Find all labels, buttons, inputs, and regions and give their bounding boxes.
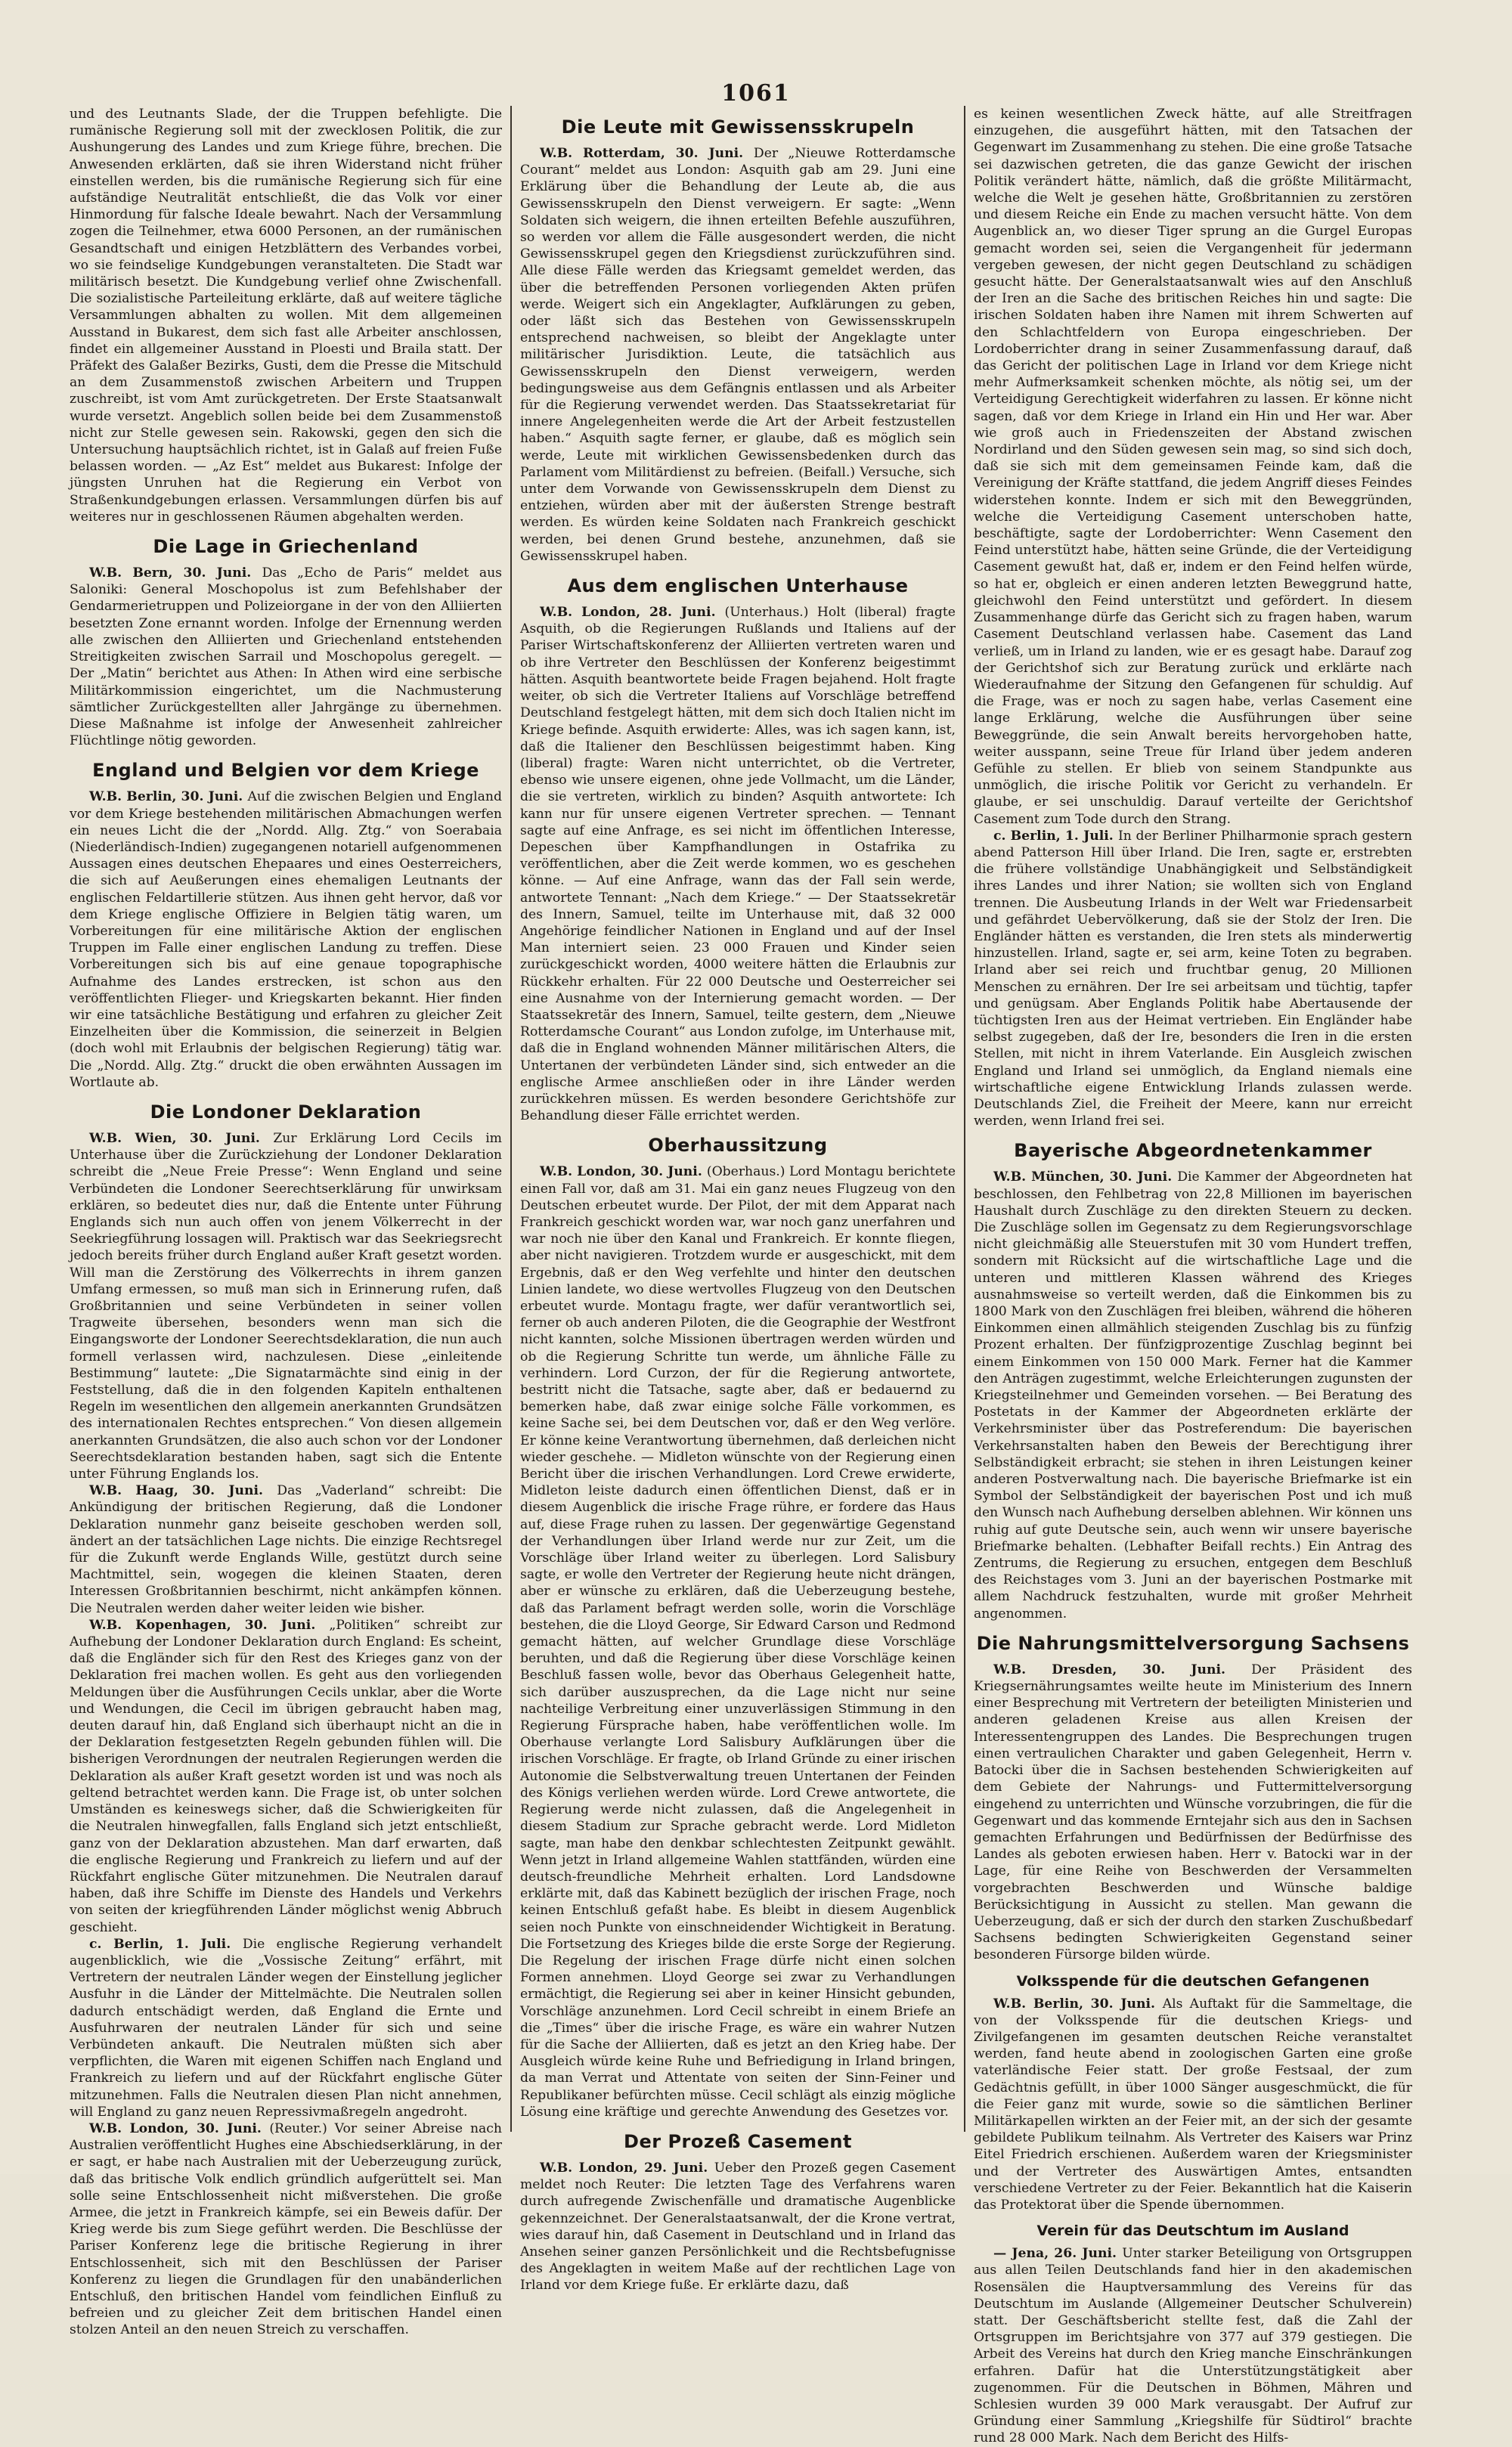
article-headline: Die Nahrungsmittelversorgung Sachsens [976,1632,1410,1654]
article-headline: Bayerische Abgeordnetenkammer [1014,1140,1372,1162]
paragraph-text: Ueber den Prozeß gegen Casement meldet noch Reuter: Die letzten Tage des Verfahrens waren durch aufregende Zwischenfälle und dramatische Augenblicke gekennzeichnet. Der Generalstaatsanwalt, der die Krone vertrat, wies darauf hin, daß Casement in Deutschland und in Irland das Ansehen seiner ganzen Persönlichkeit und die Rechtsbefugnisse des Angeklagten in weitem Maße auf der rechtlichen Lage von Irland vor dem Kriege fuße. Er erklärte dazu, daß [520,2160,956,2294]
paragraph-text: Die englische Regierung verhandelt augenblicklich, wie die „Vossische Zeitung“ erfährt, mit Vertretern der neutralen Länder wegen der Einstellung jeglicher Ausfuhr in die Länder der Mittelmächte. Die Neutralen sollen dadurch entschädigt werden, daß England die Ernte und Ausfuhrwaren der neutralen Länder für sich und seine Verbündeten ankauft. Die Neutralen müßten sich aber verpflichten, die Waren mit eigenen Schiffen nach England und Frankreich zu liefern und auf der Rückfahrt englische Güter mitzunehmen. Falls die Neutralen diesen Plan nicht annehmen, will England zu ganz neuen Repressivmaßregeln angedroht. [70,1936,503,2120]
article-headline: Volksspende für die deutschen Gefangenen [1016,1972,1370,1990]
article-paragraph [70,1617,502,1936]
article [974,1973,1412,2214]
article-paragraph [520,604,956,1124]
dateline: W.B. Kopenhagen, 30. Juni. [89,1617,330,1633]
article [974,1633,1412,1964]
dateline: W.B. London, 28. Juni. [540,605,725,621]
paragraph-text: (Reuter.) Vor seiner Abreise nach Australien veröffentlicht Hughes eine Abschiedserklärung, in der er sagt, er habe nach Australien mit der Ueberzeugung zurück, daß das britische Volk endlich gründlich aufgerüttelt sei. Man solle seine Entschlossenheit nicht mißverstehen. Die große Armee, die jetzt in Frankreich kämpfe, sei ein Beweis dafür. Der Krieg werde bis zum Siege geführt werden. Die Beschlüsse der Pariser Konferenz lege die britische Regierung in ihrer Entschlossenheit, sich mit den Beschlüssen der Pariser Konferenz zu liegen die Grundlagen für den unabänderlichen Entschluß, den britischen Handel vom feindlichen Einfluß zu befreien und zu gleicher Zeit dem britischen Handel einen stolzen Anteil an den neuen Streich zu verschaffen. [70,2120,502,2338]
paragraph-text: In der Berliner Philharmonie sprach gestern abend Patterson Hill über Irland. Die Iren, sagte er, erstrebten die frühere vollständige Unabhängigkeit und Selbständigkeit ihres Landes und ihrer Nation; sie wollten sich von England trennen. Die Ausbeutung Irlands in der Welt war Friedensarbeit und gefährdet Uebervölkerung, daß sie der Stolz der Iren. Die Engländer hätten es verstanden, die Iren stets als minderwertig hinzustellen. Irland, sagte er, sei arm, keine Toten zu begraben. Irland aber sei reich und fruchtbar genug, 20 Millionen Menschen zu ernähren. Der Ire sei arbeitsam und tüchtig, tapfer und genügsam. Aber Englands Politik habe Abertausende der tüchtigsten Iren aus der Heimat vertrieben. Ein Engländer habe selbst zugegeben, daß der Ire, besonders die Iren in die ersten Stellen, mit nicht in ihrem Vaterlande. Ein Ausgleich zwischen England und Irland sei unmöglich, da England niemals eine wirtschaftliche eigene Entwicklung Irlands zulassen werde. Deutschlands Ziel, die Freiheit der Meere, kann nur erreicht werden, wenn Irland frei sei. [974,828,1412,1129]
article-headline: Die Leute mit Gewissensskrupeln [561,116,915,138]
dateline: W.B. Bern, 30. Juni. [89,565,262,581]
article-paragraph [974,2245,1412,2446]
article-paragraph [974,828,1412,1130]
article-paragraph [974,106,1412,828]
article-paragraph [70,106,502,525]
dateline: c. Berlin, 1. Juli. [89,1936,243,1952]
article-paragraph [974,1169,1412,1622]
paragraph-text: (Oberhaus.) Lord Montagu berichtete einen Fall vor, daß am 31. Mai ein ganz neues Flugzeug von den Deutschen erbeutet wurde. Der Pilot, der mit dem Apparat nach Frankreich geschickt worden war, war noch ganz unerfahren und war noch nie über den Kanal und Frankreich. Er konnte fliegen, aber nicht navigieren. Trotzdem wurde er ausgeschickt, mit dem Ergebnis, daß er den Weg verfehlte und hinter den deutschen Linien landete, wo diese wertvolles Flugzeug von den Deutschen erbeutet wurde. Montagu fragte, wer dafür verantwortlich sei, ferner ob auch anderen Piloten, die die Geographie der Westfront nicht kannten, solche Missionen übertragen werden würden und ob die Regierung Schritte tun werde, um ähnliche Fälle zu verhindern. Lord Curzon, der für die Regierung antwortete, bestritt nicht die Tatsache, sagte aber, daß er bedauernd zu bemerken habe, daß zwar einige solche Fälle vorkommen, es keine Sache sei, bei dem Deutschen vor, daß er den Weg verlöre. Er könne keine Verantwortung übernehmen, daß derleichen nicht wieder geschehe. — Midleton wünschte von der Regierung einen Bericht über die irischen Verhandlungen. Lord Crewe erwiderte, Midleton leiste dadurch einen öffentlichen Dienst, daß er in diesem Augenblick die irische Frage rühre, er fordere das Haus auf, diese Frage ruhen zu lassen. Der gegenwärtige Gegenstand der Verhandlungen über Irland werde nur zur Zeit, um die Vorschläge über Irland weiter zu überlegen. Lord Salisbury sagte, er wolle den Vertreter der Regierung heute nicht drängen, aber er wünsche zu erklären, daß die Ueberzeugung bestehe, daß das Parlament befragt werden solle, worin die Vorschläge bestehen, die die Lloyd George, Sir Edward Carson und Redmond gemacht hätten, auf welcher Grundlage diese Vorschläge beruhten, und daß die Regierung über diese Vorschläge keinen Beschluß fassen wolle, bevor das Oberhaus Gelegenheit hatte, sich darüber auszusprechen, da die Lage nicht nur seine nachteilige Verbreitung einer unzuverlässigen Stimmung in den Regierung Fürsprache haben, habe veröffentlichen wolle. Im Oberhause verlangte Lord Salisbury Aufklärungen über die irischen Vorschläge. Er fragte, ob Irland Gründe zu einer irischen Autonomie die Selbstverwaltung treuen Untertanen der Feinden des Königs verliehen werden würde. Lord Crewe antwortete, die Regierung werde nicht zulassen, daß die Angelegenheit in diesem Stadium zur Sprache gebracht werde. Lord Midleton sagte, man habe den denkbar schlechtesten Zeitpunkt gewählt. Wenn jetzt in Irland allgemeine Wahlen stattfänden, würden eine deutsch-freundliche Mehrheit erhalten. Lord Landsdowne erklärte mit, daß das Kabinett bezüglich der irischen Frage, noch keinen Entschluß gefaßt habe. Es bleibt in diesem Augenblick seien noch Punkte von einschneidender Wichtigkeit in Beratung. Die Fortsetzung des Krieges bilde die erste Sorge der Regierung. Die Regelung der irischen Frage dürfe nicht einen solchen Formen annehmen. Lloyd George sei zwar zu Verhandlungen ermächtigt, die Regierung sei aber in keiner Hinsicht gebunden, Vorschläge anzunehmen. Lord Cecil schreibt in einem Briefe an die „Times“ über die irische Frage, es wäre ein wahrer Nutzen für die Sache der Alliierten, daß es jetzt an den Krieg habe. Der Ausgleich würde keine Ruhe und Befriedigung in Irland bringen, da man Verrat und Attentate von seiten der Sinn-Feiner und Republikaner befürchten müsse. Cecil schlägt als einzig mögliche Lösung eine kräftige und gerechte Anwendung des Gesetzes vor. [520,1164,956,2120]
article [70,536,502,749]
paragraph-text: (Unterhaus.) Holt (liberal) fragte Asquith, ob die Regierungen Rußlands und Italiens auf der Pariser Wirtschaftskonferenz der Alliierten vertreten waren und ob ihre Vertreter den Beschlüssen der Konferenz beigestimmt hätten. Asquith beantwortete beide Fragen bejahend. Holt fragte weiter, ob sich die Vertreter Italiens auf Vorschläge betreffend Deutschland festgelegt hätten, mit dem sich doch Italien nicht im Kriege befinde. Asquith erwiderte: Alles, was ich sagen kann, ist, daß die Italiener den Beschlüssen beigestimmt haben. King (liberal) fragte: Waren nicht unterrichtet, ob die Vertreter, ebenso wie unsere eigenen, ohne jede Vollmacht, um die Länder, die sie vertreten, wirklich zu binden? Asquith antwortete: Ich kann nur für unsere eigenen Vertreter sprechen. — Tennant sagte auf eine Anfrage, es sei nicht im öffentlichen Interesse, Depeschen über Kampfhandlungen in Ostafrika zu veröffentlichen, aber die Zeit werde kommen, wo es geschehen könne. — Auf eine Anfrage, wann das der Fall sein werde, antwortete Tennant: „Nach dem Kriege.“ — Der Staatssekretär des Innern, Samuel, teilte im Unterhause mit, daß 32 000 Angehörige feindlicher Nationen in England und auf der Insel Man interniert seien. 23 000 Frauen und Kinder seien zurückgeschickt worden, 4000 weitere hätten die Erlaubnis zur Rückkehr erhalten. Für 22 000 Deutsche und Oesterreicher sei eine Ausnahme von der Internierung gemacht worden. — Der Staatssekretär des Innern, Samuel, teilte gestern, dem „Nieuwe Rotterdamsche Courant“ aus London zufolge, im Unterhause mit, daß die in England wohnenden Männer militärischen Alters, die Untertanen der verbündeten Länder sind, sich entweder an die englische Armee anschließen oder in ihre Länder werden zurückkehren müssen. Es werden besondere Gerichtshöfe zur Behandlung dieser Fälle errichtet werden. [520,605,956,1124]
dateline: W.B. Dresden, 30. Juni. [993,1662,1252,1677]
article [70,760,502,1091]
article-paragraph [520,145,956,565]
dateline: W.B. London, 29. Juni. [540,2160,714,2176]
article-headline: Aus dem englischen Unterhause [567,575,909,597]
dateline: W.B. London, 30. Juni. [540,1164,707,1180]
article [974,106,1412,1129]
dateline: W.B. Berlin, 30. Juni. [993,1996,1163,2012]
dateline: — Jena, 26. Juni. [993,2246,1123,2262]
article [520,116,956,565]
article [520,2131,956,2294]
paragraph-text: Unter starker Beteiligung von Ortsgruppen aus allen Teilen Deutschlands fand hier in den akademischen Rosensälen die Hauptversammlung des Vereins für das Deutschtum im Auslande (Allgemeiner Deutscher Schulverein) statt. Der Geschäftsbericht stellte fest, daß die Zahl der Ortsgruppen im Berichtsjahre von 377 auf 379 gestiegen. Die Arbeit des Vereins hat durch den Krieg manche Einschränkungen erfahren. Dafür hat die Unterstützungstätigkeit aber zugenommen. Für die Deutschen in Böhmen, Mähren und Schlesien wurden 39 000 Mark verausgabt. Der Aufruf zur Gründung einer Sammlung „Kriegshilfe für Südtirol“ brachte rund 28 000 Mark. Nach dem Bericht des Hilfs- [974,2246,1412,2446]
dateline: W.B. München, 30. Juni. [993,1169,1178,1185]
article-headline: England und Belgien vor dem Kriege [92,760,479,782]
paragraph-text: Auf die zwischen Belgien und England vor dem Kriege bestehenden militärischen Abmachungen werfen ein neues Licht die der „Nordd. Allg. Ztg.“ von Soerabaia (Niederländisch-Indien) zugegangenen notariell aufgenommenen Aussagen eines deutschen Ehepaares und eines Oesterreichers, die sich auf Aeußerungen eines ehemaligen Leutnants der englischen Feldartillerie stützen. Aus ihnen geht hervor, daß vor dem Kriege englische Offiziere in Belgien tätig waren, um Vorbereitungen für eine militärische Aktion der englischen Truppen im Falle einer englischen Landung zu treffen. Diese Vorbereitungen sich bis auf eine genaue topographische Aufnahme des Landes erstrecken, ist schon aus den veröffentlichten Flieger- und Kriegskarten bekannt. Hier finden wir eine tatsächliche Bestätigung und erfahren zu gleicher Zeit Einzelheiten über die Kommission, die seinerzeit in Belgien (doch wohl mit Erlaubnis der belgischen Regierung) tätig war. Die „Nordd. Allg. Ztg.“ druckt die oben erwähnten Aussagen im Wortlaute ab. [70,789,502,1090]
column-rule [964,106,965,2132]
paragraph-text: Der „Nieuwe Rotterdamsche Courant“ meldet aus London: Asquith gab am 29. Juni eine Erklärung über die Behandlung der Leute ab, die aus Gewissensskrupeln den Dienst verweigern. Er sagte: „Wenn Soldaten sich weigern, die ihnen erteilten Befehle auszuführen, so werden vor allem die Fälle ausgesondert werden, die nicht Gewissensskrupel gegen den Kriegsdienst zurückzuführen sind. Alle diese Fälle werden das Kriegsamt gemeldet werden, das über die betreffenden Personen vorliegenden Akten prüfen werde. Weigert sich ein Angeklagter, Aufklärungen zu geben, oder läßt sich das Bestehen von Gewissensskrupeln entsprechend nachweisen, so bleibt der Angeklagte unter militärischer Jurisdiktion. Leute, die tatsächlich aus Gewissensskrupeln den Dienst verweigern, werden bedingungsweise aus dem Gefängnis entlassen und als Arbeiter für die Regierung verwendet werden. Das Staatssekretariat für innere Angelegenheiten werde die Art der Arbeit festzustellen haben.“ Asquith sagte ferner, er glaube, daß es möglich sein werde, Leute mit wirklichen Gewissensbedenken durch das Parlament vom Militärdienst zu befreien. (Beifall.) Versuche, sich unter dem Vorwande von Gewissensskrupeln dem Dienst zu entziehen, würden aber mit der äußersten Strenge bestraft werden. Es würden keine Soldaten nach Frankreich geschickt werden, bei denen Grund bestehe, anzunehmen, daß sie Gewissensskrupel haben. [520,146,956,564]
page-number: 1061 [721,80,791,107]
dateline: W.B. Haag, 30. Juni. [89,1483,277,1499]
paragraph-text: Als Auftakt für die Sammeltage, die von der Volksspende für die deutschen Kriegs- und Zivilgefangenen im gesamten deutschen Reiche veranstaltet werden, fand heute abend in zoologischen Garten eine große vaterländische Feier statt. Der große Festsaal, der zum Gedächtnis gefüllt, in über 1000 Sänger ausgeschmückt, die für die Feier ganz mit wurde, sowie so die sämtlichen Berliner Militärkapellen wirkten an der Feier mit, an der sich der gesamte gebildete Publikum teilnahm. Als Vertreter des Kaisers war Prinz Eitel Friedrich erschienen. Außerdem waren der Kriegsminister und der Vertreter des Auswärtigen Amtes, entsandten verschiedene Vertreter zu der Feier. Bekanntlich hat die Kaiserin das Protektorat über die Spende übernommen. [974,1996,1412,2213]
article-paragraph [974,1996,1412,2214]
dateline: W.B. Berlin, 30. Juni. [89,789,248,805]
article-paragraph [70,1936,502,2120]
paragraph-text: Zur Erklärung Lord Cecils im Unterhause über die Zurückziehung der Londoner Deklaration schreibt die „Neue Freie Presse“: Wenn England und seine Verbündeten die Londoner Seerechtserklärung für unwirksam erklären, so bedeutet dies nur, daß die Entente unter Führung Englands sich nun auch offen von jenem Völkerrecht in der Seekriegführung lossagen will. Praktisch war das Seekriegsrecht jedoch bereits früher durch England außer Kraft gesetzt worden. Will man die Zerstörung des Völkerrechts in ihrem ganzen Umfang ermessen, so muß man sich in Erinnerung rufen, daß Großbritannien und seine Verbündeten in seiner vollen Tragweite übersehen, besonders wenn man sich die Eingangsworte der Londoner Seerechtsdeklaration, die nun auch formell verlassen wird, nachzulesen. Diese „einleitende Bestimmung“ lautete: „Die Signatarmächte sind einig in der Feststellung, daß die in den folgenden Kapiteln enthaltenen Regeln im wesentlichen den allgemein anerkannten Grundsätzen des internationalen Rechtes entsprechen.“ Von diesen allgemein anerkannten Grundsätzen, die also auch schon vor der Londoner Seerechtsdeklaration bestanden haben, sagt sich die Entente unter Führung Englands los. [70,1130,502,1482]
article [70,106,502,525]
article-headline: Die Lage in Griechenland [153,536,419,558]
column-3 [974,106,1412,2446]
column-2 [520,106,956,2294]
article-paragraph [974,1662,1412,1964]
column-rule [510,106,512,2132]
paragraph-text: „Politiken“ schreibt zur Aufhebung der Londoner Deklaration durch England: Es scheint, daß die Engländer sich für den Rest des Krieges ganz von der Deklaration frei machen wollen. Es geht aus den vorliegenden Meldungen über die Ausführungen Cecils unklar, aber die Worte und Wendungen, die Cecil im übrigen gebraucht haben mag, deuten darauf hin, daß England sich überhaupt nicht an die in der Deklaration festgesetzten Regeln gebunden fühlen will. Die bisherigen Verordnungen der neutralen Regierungen werden die Deklaration als außer Kraft gesetzt worden ist und was noch als geltend betrachtet werden kann. Die Frage ist, ob unter solchen Umständen es keineswegs sicher, daß die Schwierigkeiten für die Neutralen hinwegfallen, falls England sich jetzt entschließt, ganz von der Deklaration abzustehen. Man darf erwarten, daß die englische Regierung und Frankreich zu liefern und auf der Rückfahrt englische Güter mitzunehmen. Die Neutralen darauf haben, daß ihre Schiffe im Dienste des Handels und Verkehrs von seiten der kriegführenden Länder möglichst wenig Abbruch geschieht. [70,1617,502,1935]
article-headline: Verein für das Deutschtum im Ausland [1036,2222,1349,2240]
article-headline: Der Prozeß Casement [624,2130,852,2152]
dateline: W.B. Wien, 30. Juni. [89,1130,274,1146]
article [974,1140,1412,1622]
article-paragraph [70,565,502,749]
article [974,2222,1412,2446]
article-paragraph [520,1163,956,2120]
article [520,1135,956,2120]
article-paragraph [70,2120,502,2339]
dateline: c. Berlin, 1. Juli. [993,828,1118,844]
article [520,575,956,1124]
paragraph-text: Der Präsident des Kriegsernährungsamtes weilte heute im Ministerium des Innern einer Besprechung mit Vertretern der beteiligten Ministerien und anderen geladenen Kreise aus allen Kreisen der Interessentengruppen des Landes. Die Besprechungen trugen einen vertraulichen Charakter und gaben Gelegenheit, Herrn v. Batocki über die in Sachsen bestehenden Schwierigkeiten auf dem Gebiete der Nahrungs- und Futtermittelversorgung eingehend zu unterrichten und Wünsche vorzubringen, die für die Gegenwart und das kommende Erntejahr sich aus den in Sachsen gemachten Erfahrungen und Bedürfnissen der Bedürfnisse des Landes als geboten erwiesen haben. Herr v. Batocki war in der Lage, für eine Reihe von Beschwerden der Versammelten vorgebrachten Beschwerden und Wünsche baldige Berücksichtigung in Aussicht zu stellen. Man gewann die Ueberzeugung, daß er sich der durch den starken Zuschußbedarf Sachsens bedingten Schwierigkeiten Gegenstand seiner besonderen Fürsorge bilden würde. [974,1662,1412,1963]
dateline: W.B. London, 30. Juni. [89,2120,270,2136]
article-paragraph [70,1130,502,1482]
column-1 [70,106,503,2338]
article-headline: Oberhaussitzung [648,1135,828,1157]
paragraph-text: Das „Vaderland“ schreibt: Die Ankündigung der britischen Regierung, daß die Londoner Deklaration nunmehr ganz beiseite geschoben werden soll, ändert an der tatsächlichen Lage nichts. Die einzige Rechtsregel für die Zukunft werde Englands Wille, gestützt durch seine Machtmittel, sein, wogegen die kleinen Staaten, deren Interessen Großbritannien beschirmt, nicht ankämpfen können. Die Neutralen werden daher weiter leiden wie bisher. [70,1483,503,1616]
article-headline: Die Londoner Deklaration [150,1101,422,1123]
article-paragraph [70,788,502,1091]
paragraph-text: und des Leutnants Slade, der die Truppen befehligte. Die rumänische Regierung soll mit der zwecklosen Politik, die zur Aushungerung des Landes und zum Kriege führe, brechen. Die Anwesenden erklärten, daß sie ihren Widerstand nicht früher einstellen werden, bis die rumänische Regierung sich für eine aufständige Neutralität entschließt, die das Volk vor einer Hinmordung für falsche Ideale bewahrt. Nach der Versammlung zogen die Teilnehmer, etwa 6000 Personen, an der rumänischen Gesandtschaft und einigen Hetzblättern des Verbandes vorbei, wo sie feindselige Kundgebungen veranstalteten. Die Stadt war militärisch besetzt. Die Kundgebung verlief ohne Zwischenfall. Die sozialistische Parteileitung erklärte, daß auf weitere tägliche Versammlungen abhalten zu wollen. Mit dem allgemeinen Ausstand in Bukarest, dem sich fast alle Arbeiter anschlossen, findet ein allgemeiner Ausstand in Ploesti und Braila statt. Der Präfekt des Galaßer Bezirks, Gusti, dem die Presse die Mitschuld an dem Zusammenstoß zwischen Arbeitern und Truppen zuschreibt, ist vom Amt zurückgetreten. Der Erste Staatsanwalt wurde versetzt. Angeblich sollen beide bei dem Zusammenstoß nicht zur Stelle gewesen sein. Rakowski, gegen den sich die Untersuchung hauptsächlich richtet, ist in Galaß auf freien Fuße belassen worden. — „Az Est“ meldet aus Bukarest: Infolge der jüngsten Unruhen hat die Regierung ein Verbot von Straßenkundgebungen erlassen. Versammlungen dürfen bis auf weiteres nur in geschlossenen Räumen abgehalten werden. [70,107,502,525]
dateline: W.B. Rotterdam, 30. Juni. [540,146,754,161]
article-paragraph [70,1482,502,1617]
article [70,1101,502,2339]
paragraph-text: Die Kammer der Abgeordneten hat beschlossen, den Fehlbetrag von 22,8 Millionen im bayerischen Haushalt durch Zuschläge zu den direkten Steuern zu decken. Die Zuschläge sollen im Gegensatz zu dem Regierungsvorschlage nicht gleichmäßig alle Steuerstufen mit 30 vom Hundert treffen, sondern mit Rücksicht auf die wirtschaftliche Lage und die unteren und mittleren Klassen während des Krieges ausnahmsweise so verteilt werden, daß die Einkommen bis zu 1800 Mark von den Zuschlägen frei bleiben, während die höheren Einkommen einen allmählich steigenden Zuschlag bis zu fünfzig Prozent erhalten. Der fünfzigprozentige Zuschlag beginnt bei einem Einkommen von 150 000 Mark. Ferner hat die Kammer den Anträgen zugestimmt, welche Erleichterungen zugunsten der Kriegsteilnehmer und Gemeinden vorsehen. — Bei Beratung des Postetats in der Kammer der Abgeordneten erklärte der Verkehrsminister über das Postreferendum: Die bayerischen Verkehrsanstalten haben den Beweis der Berechtigung ihrer Selbständigkeit erbracht; sie stehen in ihren Leistungen keiner anderen Postverwaltung nach. Die bayerische Briefmarke ist ein Symbol der Selbständigkeit der bayerischen Post und ich muß den Wunsch nach Aufhebung derselben ablehnen. Wir können uns ruhig auf gute Deutsche sein, auch wenn wir unsere bayerische Briefmarke behalten. (Lebhafter Beifall rechts.) Ein Antrag des Zentrums, die Regierung zu ersuchen, entgegen dem Beschluß des Reichstages vom 3. Juni an der bayerischen Postmarke mit allem Nachdruck festzuhalten, wurde mit großer Mehrheit angenommen. [974,1169,1412,1622]
article-paragraph [520,2160,956,2294]
paragraph-text: Das „Echo de Paris“ meldet aus Saloniki: General Moschopolus ist zum Befehlshaber der Gendarmerietruppen und Polizeiorgane in der von den Alliierten besetzten Zone ernannt worden. Infolge der Ernennung werden alle zwischen den Alliierten und Griechenland entstehenden Streitigkeiten zwischen Sarrail und Moschopolus geregelt. — Der „Matin“ berichtet aus Athen: In Athen wird eine serbische Militärkommission eingerichtet, um die Nachmusterung sämtlicher Zurückgestellten aller Jahrgänge zu übernehmen. Diese Maßnahme ist infolge der Anwesenheit zahlreicher Flüchtlinge nötig geworden. [70,565,502,749]
paragraph-text: es keinen wesentlichen Zweck hätte, auf alle Streitfragen einzugehen, die ausgeführt hätten, mit den Tatsachen der Gegenwart im Zusammenhang zu stehen. Die eine große Tatsache sei dazwischen getreten, die das ganze Gewicht der irischen Politik verändert hätte, nämlich, daß die größte Militärmacht, welche die Welt je gesehen hätte, Großbritannien zu zerstören und diesem Reiche ein Ende zu machen versucht hätte. Von dem Augenblick an, wo dieser Tiger sprung an die Gurgel Europas gemacht worden sei, seien die Vergangenheit für jedermann vergeben gewesen, der nicht gegen Deutschland zu schädigen gesucht hätte. Der Generalstaatsanwalt wies auf den Anschluß der Iren an die Sache des britischen Reiches hin und sagte: Die irischen Soldaten haben ihre Namen mit ihrem Schwerten auf den Schlachtfeldern von Europa eingeschrieben. Der Lordoberrichter drang in seiner Zusammenfassung darauf, daß das Gericht der politischen Lage in Irland vor dem Kriege nicht mehr Aufmerksamkeit schenken möchte, als nötig sei, um der Verteidigung Gerechtigkeit widerfahren zu lassen. Er könne nicht sagen, daß vor dem Kriege in Irland ein Hin und Her war. Aber wie groß auch in Friedenszeiten der Abstand zwischen Nordirland und den Süden gewesen sein mag, so sind sich doch, daß sie sich mit dem gemeinsamen Feinde kam, daß die Vereinigung der Kräfte stattfand, die jedem Angriff dieses Feindes widerstehen konnte. Indem er sich mit den Beweggründen, welche die Verteidigung Casement unterschoben hatte, beschäftigte, sagte der Lordoberrichter: Wenn Casement den Feind unterstützt habe, hätten seine Gründe, die der Verteidigung Casement gewußt hat, daß er, indem er den Feind helfen würde, so hat er, obgleich er einen anderen letzten Beweggrund hatte, gleichwohl den Feind unterstützt und gefördert. In diesem Zusammenhange dürfe das Gericht sich zu fragen haben, warum Casement Deutschland verlassen habe. Casement das Land verließ, um in Irland zu landen, wie er es gesagt habe. Darauf zog der Gerichtshof sich zur Beratung zurück und erklärte nach Wiederaufnahme der Sitzung den Gefangenen für schuldig. Auf die Frage, was er noch zu sagen habe, verlas Casement eine lange Erklärung, welche die Ausführungen über seine Beweggründe, die sein Anwalt bereits hervorgehoben hatte, weiter ausspann, seine Treue für Irland über jedem anderen Gefühle zu stellen. Er blieb von seinem Standpunkte aus unmöglich, die irische Politik vor Gericht zu verhandeln. Er glaube, er sei unschuldig. Darauf verteilte der Gerichtshof Casement zum Tode durch den Strang. [974,107,1412,827]
